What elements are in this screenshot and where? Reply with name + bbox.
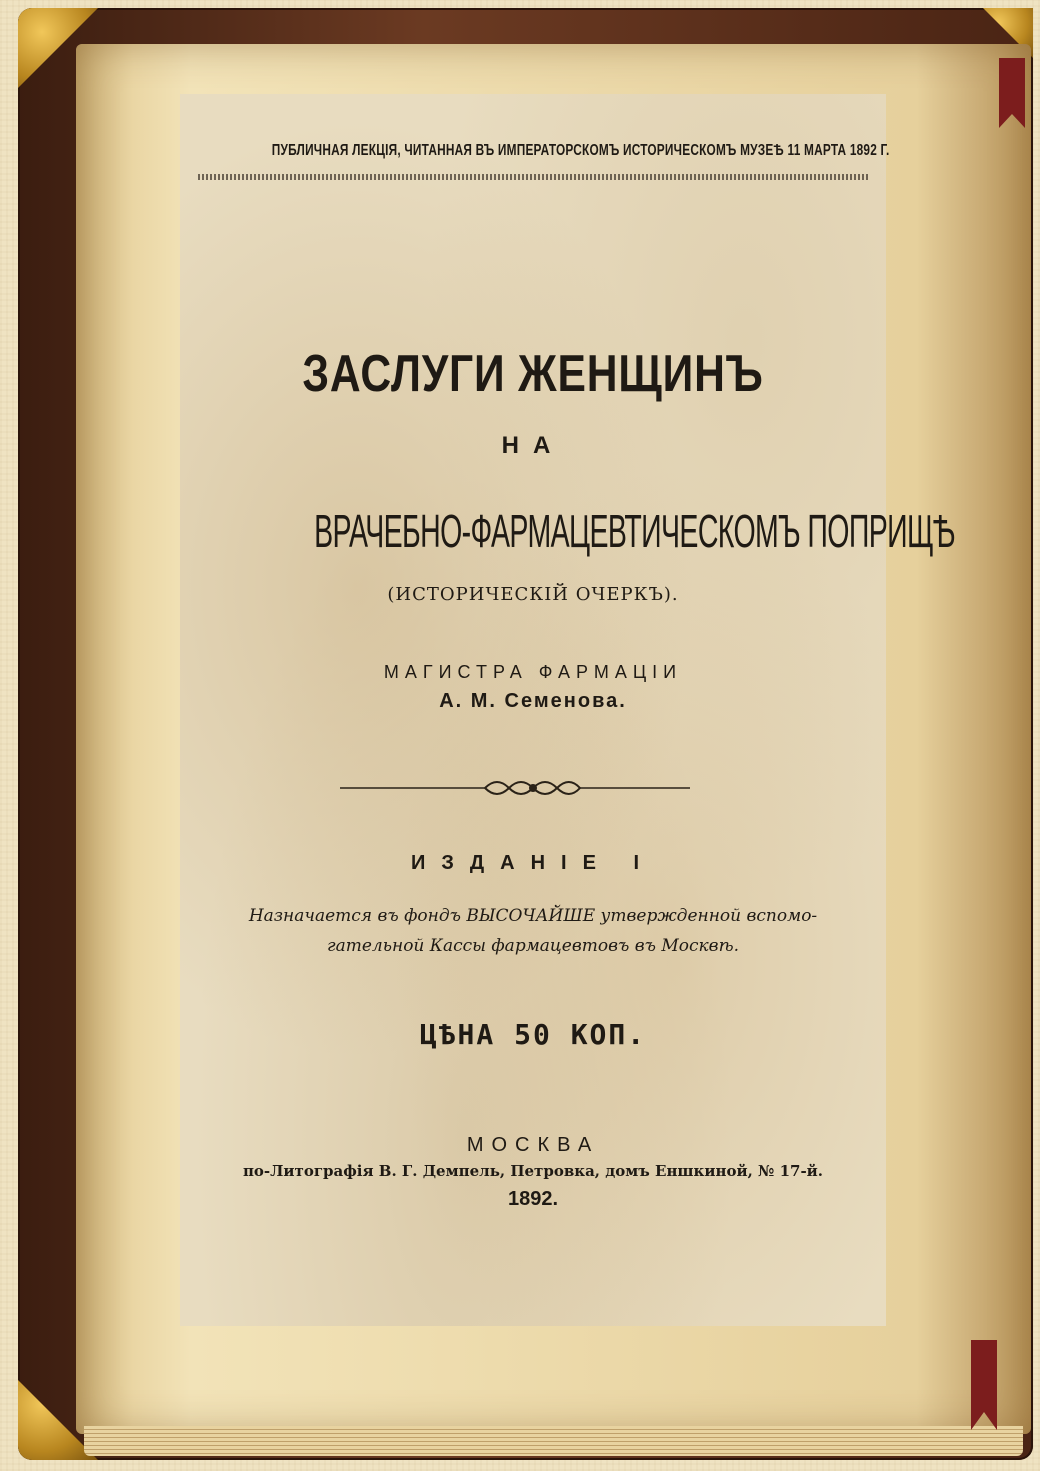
ornament-divider-icon: [180, 770, 886, 806]
genre-note: (ИСТОРИЧЕСКІЙ ОЧЕРКЪ).: [387, 584, 679, 605]
title-connector: НА: [501, 432, 565, 459]
edition-label: ИЗДАНІЕ I: [410, 852, 656, 874]
publication-city: МОСКВА: [466, 1134, 600, 1156]
printer-info: по-Литографія В. Г. Демпель, Петровка, домъ Еншкиной, № 17-й.: [242, 1162, 824, 1180]
author-title: МАГИСТРА ФАРМАЦІИ: [383, 662, 683, 682]
book-subtitle: ВРАЧЕБНО-ФАРМАЦЕВТИЧЕСКОМЪ ПОПРИЩѢ: [314, 505, 955, 557]
purpose-line-2: гательной Кассы фармацевтовъ въ Москвѣ.: [327, 936, 739, 956]
price: ЦѢНА 50 КОП.: [419, 1018, 647, 1051]
book-title: ЗАСЛУГИ ЖЕНЩИНЪ: [302, 345, 764, 403]
wavy-rule: [198, 174, 868, 180]
purpose-line-1: Назначается въ фондъ ВЫСОЧАЙШЕ утвержденной вспомо-: [248, 906, 818, 926]
title-page: [180, 94, 955, 1326]
lecture-header: ПУБЛИЧНАЯ ЛЕКЦІЯ, ЧИТАННАЯ ВЪ ИМПЕРАТОРСКОМЪ ИСТОРИЧЕСКОМЪ МУЗЕѢ 11 МАРТА 1892 Г.: [271, 142, 890, 159]
publication-year: 1892.: [507, 1188, 559, 1210]
author-name: А. М. Семенова.: [439, 690, 627, 712]
